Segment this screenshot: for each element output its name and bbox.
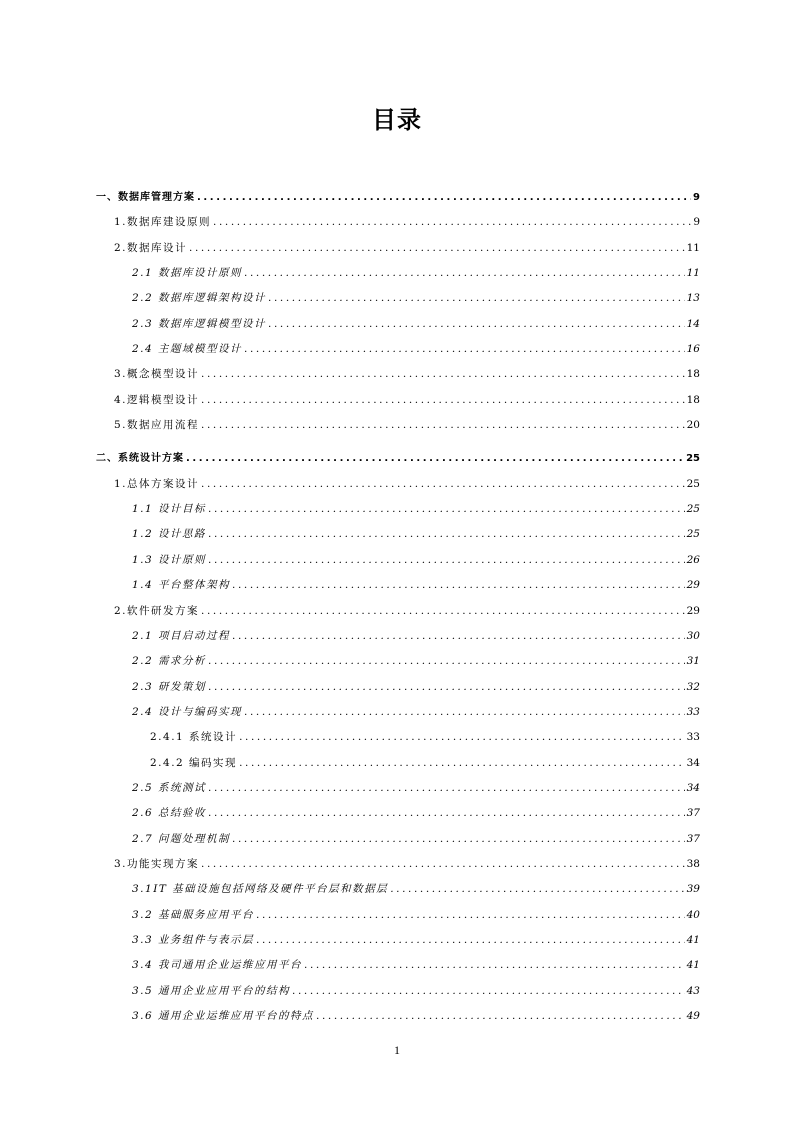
- toc-leader-dots: [208, 497, 685, 522]
- toc-entry-page: 31: [686, 655, 700, 668]
- toc-entry-title: 2.2 需求分析: [132, 655, 207, 668]
- toc-entry[interactable]: [96, 624, 700, 649]
- toc-leader-dots: [244, 700, 685, 725]
- toc-entry[interactable]: [96, 337, 700, 362]
- toc-leader-dots: [208, 649, 685, 674]
- toc-entry-page: 26: [686, 553, 700, 566]
- toc-leader-dots: [201, 388, 685, 413]
- toc-entry-title: 2.4 设计与编码实现: [132, 705, 243, 718]
- table-of-contents: [96, 185, 700, 1029]
- toc-entry-title: 2.4.2 编码实现: [150, 756, 238, 769]
- toc-entry-page: 34: [686, 756, 700, 769]
- toc-entry-title: 1.1 设计目标: [132, 503, 207, 516]
- toc-entry-page: 37: [686, 807, 700, 820]
- toc-leader-dots: [268, 312, 685, 337]
- toc-leader-dots: [201, 413, 685, 438]
- toc-entry-page: 49: [686, 1010, 700, 1022]
- toc-entry[interactable]: [96, 261, 700, 286]
- toc-entry-title: 2.2 数据库逻辑架构设计: [132, 292, 267, 305]
- toc-entry-page: 20: [686, 419, 700, 432]
- toc-entry-title: 3.3 业务组件与表示层: [132, 933, 255, 946]
- toc-entry-title: 2.3 研发策划: [132, 680, 207, 693]
- toc-entry-page: 33: [686, 731, 700, 744]
- toc-entry[interactable]: [96, 700, 700, 725]
- toc-entry[interactable]: [96, 852, 700, 877]
- toc-entry-title: 4.逻辑模型设计: [114, 393, 200, 406]
- toc-leader-dots: [201, 599, 685, 624]
- toc-entry-page: 9: [693, 192, 700, 203]
- toc-entry[interactable]: [96, 649, 700, 674]
- toc-entry[interactable]: [96, 725, 700, 750]
- toc-entry[interactable]: [96, 675, 700, 700]
- toc-leader-dots: [208, 776, 685, 801]
- toc-entry[interactable]: [96, 312, 700, 337]
- toc-entry-title: 3.5 通用企业应用平台的结构: [132, 984, 291, 997]
- toc-leader-dots: [201, 852, 685, 877]
- toc-entry-title: 1.3 设计原则: [132, 553, 207, 566]
- toc-entry-page: 14: [686, 317, 700, 330]
- toc-entry[interactable]: [96, 953, 700, 978]
- toc-entry-page: 32: [686, 680, 700, 693]
- toc-entry-title: 3.概念模型设计: [114, 368, 200, 381]
- toc-leader-dots: [232, 624, 685, 649]
- toc-entry-page: 18: [686, 393, 700, 406]
- toc-entry-page: 29: [686, 579, 700, 592]
- toc-entry[interactable]: [96, 801, 700, 826]
- toc-entry-title: 3.1IT 基础设施包括网络及硬件平台层和数据层: [132, 883, 389, 896]
- toc-entry-title: 1.总体方案设计: [114, 477, 200, 490]
- toc-entry[interactable]: [96, 472, 700, 497]
- toc-entry-page: 37: [686, 832, 700, 845]
- toc-entry-page: 40: [686, 908, 700, 921]
- toc-entry-title: 2.4 主题域模型设计: [132, 343, 243, 356]
- toc-entry[interactable]: [96, 979, 700, 1004]
- toc-entry[interactable]: [96, 1004, 700, 1029]
- toc-entry[interactable]: [96, 827, 700, 852]
- toc-entry[interactable]: [96, 548, 700, 573]
- toc-leader-dots: [256, 903, 685, 928]
- toc-entry[interactable]: [96, 903, 700, 928]
- toc-entry[interactable]: [96, 210, 700, 235]
- toc-entry-title: 2.软件研发方案: [114, 604, 200, 617]
- toc-entry-title: 3.6 通用企业运维应用平台的特点: [132, 1010, 315, 1022]
- toc-entry[interactable]: [96, 388, 700, 413]
- toc-leader-dots: [208, 675, 685, 700]
- toc-entry-title: 2.6 总结验收: [132, 807, 207, 820]
- toc-entry[interactable]: [96, 877, 700, 902]
- toc-leader-dots: [197, 185, 691, 210]
- toc-entry[interactable]: [96, 413, 700, 438]
- toc-entry-page: 25: [686, 477, 700, 490]
- toc-entry[interactable]: [96, 751, 700, 776]
- toc-leader-dots: [201, 472, 685, 497]
- toc-entry-title: 1.4 平台整体架构: [132, 579, 231, 592]
- toc-leader-dots: [213, 210, 691, 235]
- toc-leader-dots: [292, 979, 685, 1004]
- toc-entry-title: 2.3 数据库逻辑模型设计: [132, 317, 267, 330]
- toc-entry-title: 2.7 问题处理机制: [132, 832, 231, 845]
- toc-leader-dots: [208, 801, 685, 826]
- toc-entry-title: 3.2 基础服务应用平台: [132, 908, 255, 921]
- toc-entry-page: 18: [686, 368, 700, 381]
- toc-leader-dots: [244, 337, 685, 362]
- toc-entry-title: 3.4 我司通用企业运维应用平台: [132, 959, 303, 972]
- toc-leader-dots: [189, 236, 685, 261]
- toc-leader-dots: [268, 286, 685, 311]
- toc-entry[interactable]: [96, 286, 700, 311]
- toc-entry-page: 30: [686, 629, 700, 642]
- toc-entry[interactable]: [96, 446, 700, 471]
- toc-entry-title: 2.5 系统测试: [132, 781, 207, 794]
- toc-leader-dots: [208, 548, 685, 573]
- toc-leader-dots: [232, 827, 685, 852]
- toc-leader-dots: [256, 928, 685, 953]
- toc-entry-title: 2.1 项目启动过程: [132, 629, 231, 642]
- toc-entry-title: 二、系统设计方案: [96, 453, 184, 465]
- toc-entry-page: 9: [693, 216, 700, 229]
- page-number: 1: [394, 1043, 400, 1057]
- toc-entry-page: 16: [686, 343, 700, 356]
- toc-entry[interactable]: [96, 185, 700, 210]
- toc-entry-title: 2.数据库设计: [114, 241, 188, 254]
- page-title: 目录: [372, 106, 422, 134]
- toc-entry-title: 3.功能实现方案: [114, 857, 200, 870]
- toc-leader-dots: [304, 953, 685, 978]
- toc-entry-page: 41: [686, 959, 700, 972]
- toc-entry-page: 34: [686, 781, 700, 794]
- toc-entry-page: 43: [686, 984, 700, 997]
- toc-entry[interactable]: [96, 776, 700, 801]
- toc-entry[interactable]: [96, 362, 700, 387]
- toc-leader-dots: [239, 725, 685, 750]
- toc-entry-page: 39: [686, 883, 700, 896]
- toc-entry-page: 25: [686, 453, 700, 465]
- toc-entry-page: 38: [686, 857, 700, 870]
- toc-entry-page: 41: [686, 933, 700, 946]
- toc-entry[interactable]: [96, 497, 700, 522]
- toc-entry[interactable]: [96, 573, 700, 598]
- toc-entry-title: 1.2 设计思路: [132, 528, 207, 541]
- toc-entry-page: 25: [686, 503, 700, 516]
- toc-leader-dots: [244, 261, 685, 286]
- toc-leader-dots: [239, 751, 685, 776]
- toc-entry-page: 11: [686, 267, 700, 280]
- toc-entry-page: 11: [686, 241, 700, 254]
- toc-entry-title: 2.4.1 系统设计: [150, 731, 238, 744]
- toc-leader-dots: [390, 877, 684, 902]
- toc-leader-dots: [316, 1004, 685, 1029]
- toc-entry-title: 1.数据库建设原则: [114, 216, 212, 229]
- toc-entry[interactable]: [96, 522, 700, 547]
- toc-entry-page: 33: [686, 705, 700, 718]
- toc-entry[interactable]: [96, 928, 700, 953]
- toc-leader-dots: [201, 362, 685, 387]
- toc-entry[interactable]: [96, 236, 700, 261]
- toc-entry-title: 2.1 数据库设计原则: [132, 267, 243, 280]
- toc-leader-dots: [232, 573, 685, 598]
- toc-entry-page: 13: [686, 292, 700, 305]
- toc-entry-title: 一、数据库管理方案: [96, 192, 195, 203]
- toc-entry-title: 5.数据应用流程: [114, 419, 200, 432]
- toc-entry-page: 25: [686, 528, 700, 541]
- toc-leader-dots: [208, 522, 685, 547]
- toc-leader-dots: [186, 446, 684, 471]
- toc-entry-page: 29: [686, 604, 700, 617]
- toc-entry[interactable]: [96, 599, 700, 624]
